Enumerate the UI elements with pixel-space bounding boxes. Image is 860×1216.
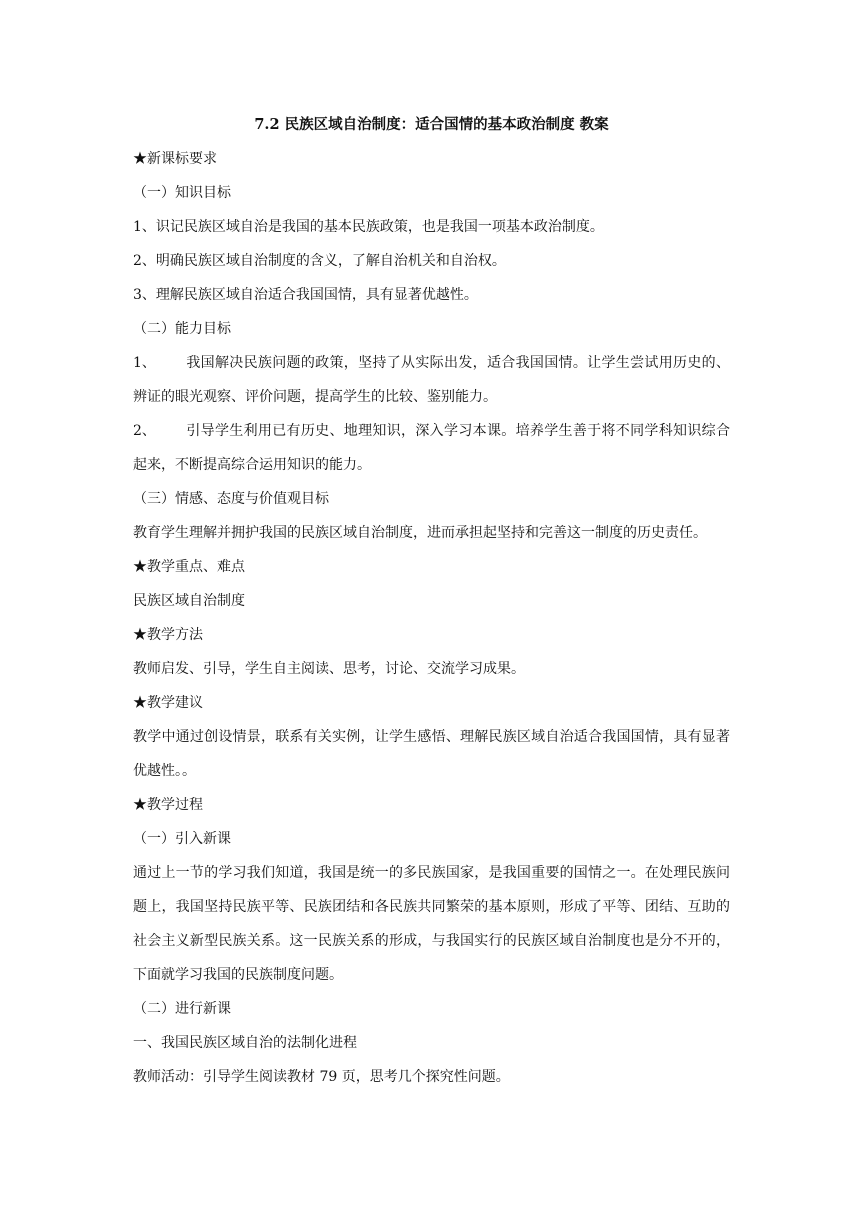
emotion-goal-text: 教育学生理解并拥护我国的民族区域自治制度，进而承担起坚持和完善这一制度的历史责任。	[133, 525, 707, 541]
section-heading-legalization: 一、我国民族区域自治的法制化进程	[133, 1035, 357, 1051]
knowledge-goal-2: 2、明确民族区域自治制度的含义，了解自治机关和自治权。	[133, 253, 506, 269]
heading-curriculum-standards: ★新课标要求	[133, 151, 217, 167]
heading-teaching-process: ★教学过程	[133, 797, 203, 813]
subheading-introduction: （一）引入新课	[133, 831, 231, 847]
ability-goal-2	[133, 414, 730, 482]
ability-goal-2-text: 引导学生利用已有历史、地理知识，深入学习本课。培养学生善于将不同学科知识综合起来，不断提高综合运用知识的能力。	[133, 423, 730, 473]
heading-teaching-methods: ★教学方法	[133, 627, 203, 643]
ability-goal-1-text: 我国解决民族问题的政策，坚持了从实际出发，适合我国国情。让学生尝试用历史的、辨证的眼光观察、评价问题，提高学生的比较、鉴别能力。	[133, 355, 730, 405]
document-page	[133, 108, 730, 1094]
heading-key-points: ★教学重点、难点	[133, 559, 245, 575]
document-title: 7.2 民族区域自治制度：适合国情的基本政治制度 教案	[254, 116, 609, 133]
subheading-ability-goals: （二）能力目标	[133, 321, 231, 337]
ability-goal-1-number: 1、	[133, 355, 156, 371]
key-points-text: 民族区域自治制度	[133, 593, 245, 609]
teacher-activity-text: 教师活动：引导学生阅读教材 79 页，思考几个探究性问题。	[133, 1069, 510, 1085]
teaching-suggestions-text: 教学中通过创设情景，联系有关实例，让学生感悟、理解民族区域自治适合我国国情，具有显著优越性。。	[133, 729, 730, 779]
heading-teaching-suggestions: ★教学建议	[133, 695, 203, 711]
ability-goal-1	[133, 346, 730, 414]
introduction-text: 通过上一节的学习我们知道，我国是统一的多民族国家，是我国重要的国情之一。在处理民族问题上，我国坚持民族平等、民族团结和各民族共同繁荣的基本原则，形成了平等、团结、互助的社会主义新型民族关系。这一民族关系的形成，与我国实行的民族区域自治制度也是分不开的，下面就学习我国的民族制度问题。	[133, 865, 730, 983]
subheading-new-lesson: （二）进行新课	[133, 1001, 231, 1017]
ability-goal-2-number: 2、	[133, 423, 156, 439]
subheading-knowledge-goals: （一）知识目标	[133, 185, 231, 201]
subheading-emotion-goals: （三）情感、态度与价值观目标	[133, 491, 329, 507]
knowledge-goal-3: 3、理解民族区域自治适合我国国情，具有显著优越性。	[133, 287, 478, 303]
teaching-methods-text: 教师启发、引导，学生自主阅读、思考，讨论、交流学习成果。	[133, 661, 525, 677]
knowledge-goal-1: 1、识记民族区域自治是我国的基本民族政策，也是我国一项基本政治制度。	[133, 219, 604, 235]
